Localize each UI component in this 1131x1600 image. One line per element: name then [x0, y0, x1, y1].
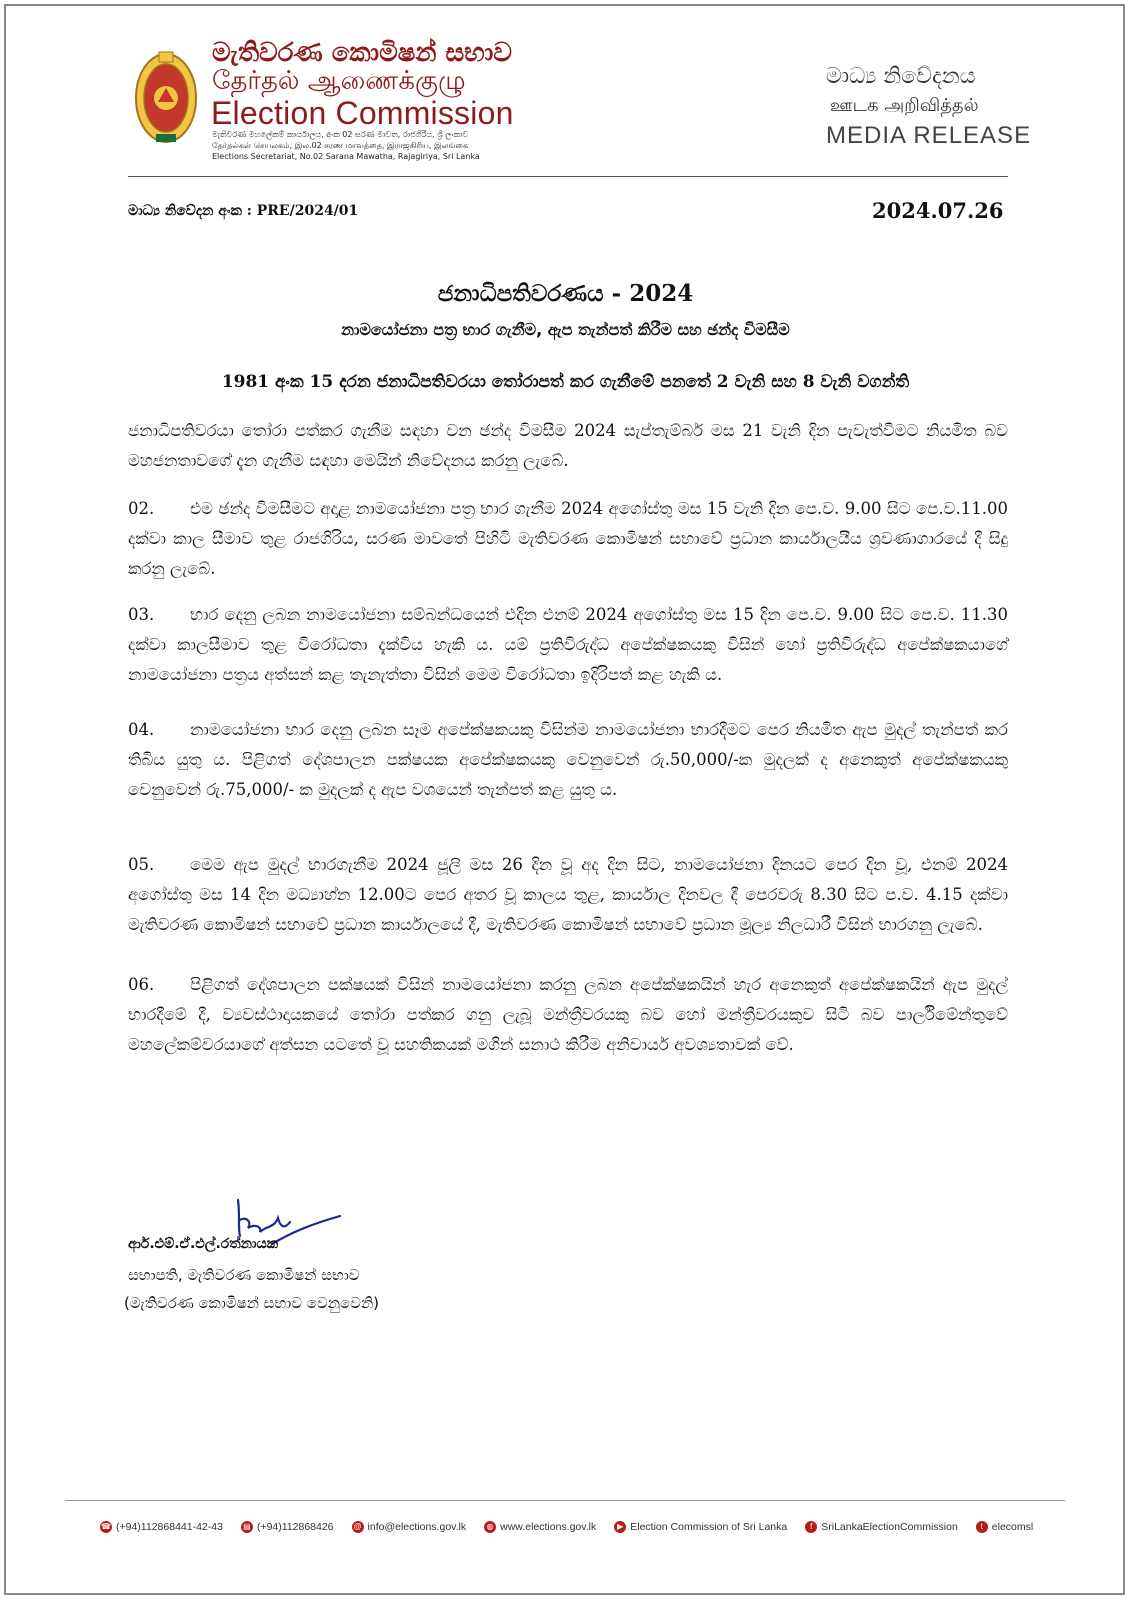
- paragraph-text: පිළිගත් දේශපාලන පක්ෂයක් විසින් නාමයෝජනා කරනු ලබන අපේක්ෂකයින් හැර අනෙකුත් අපේක්ෂකයින් ඇප මුදල් භාරදීමේ දී, ව්‍යවස්ථාදායකයේ තෝරා පත්කර ගනු ලැබූ මන්ත්‍රීවරයකු බව හෝ මන්ත්‍රීවරයකුව සිටි බව පාර්ලිමේන්තුවේ මහලේකම්වරයාගේ අත්සන යටතේ වූ සහතිකයක් මගින් සනාථ කිරීම අනිවාර්ය අවශ්‍යතාවක් වේ.: [128, 975, 1008, 1054]
- email-text[interactable]: info@elections.gov.lk: [367, 1521, 467, 1533]
- globe-icon: ◍: [484, 1521, 496, 1533]
- paragraph-text: භාර දෙනු ලබන නාමයෝජනා සම්බන්ධයෙන් එදින එනම් 2024 අගෝස්තු මස 15 දින පෙ.ව. 9.00 සිට පෙ.ව. 11.30 දක්වා කාලසීමාව තුළ විරෝධතා දැක්විය හැකි ය. යම් ප්‍රතිවිරුද්ධ අපේක්ෂකයකු විසින් හෝ ප්‍රතිවිරුද්ධ අපේක්ෂකයාගේ නාමයෝජනා පත්‍රය අත්සන් කළ තැනැත්තා විසින් මෙම විරෝධතා ඉදිරිපත් කළ හැකි ය.: [128, 605, 1008, 684]
- twitter-icon: t: [976, 1521, 988, 1533]
- footer-email[interactable]: [352, 1521, 467, 1533]
- reference-number: මාධ්‍ය නිවේදන අංක : PRE/2024/01: [128, 203, 359, 219]
- paragraph-06: [128, 970, 1008, 1060]
- paragraph-text: එම ඡන්ද විමසීමට අදාළ නාමයෝජනා පත්‍ර භාර ගැනීම 2024 අගෝස්තු මස 15 වැනි දින පෙ.ව. 9.00 සිට පෙ.ව.11.00 දක්වා කාල සීමාව තුළ රාජගිරිය, සරණ මාවතේ පිහිටි මැතිවරණ කොමිෂන් සභාවේ ප්‍රධාන කාර්යාලයීය ශ්‍රවණාගාරයේ දී සිදු කරනු ලැබේ.: [128, 499, 1008, 578]
- org-name-sinhala: මැතිවරණ කොමිෂන් සභාව: [212, 38, 512, 68]
- address-tamil: தேர்தல்கள் செயலகம், இல.02 சரண மாவத்தை, இராஜகிரிய, இலங்கை: [212, 141, 469, 150]
- act-reference: 1981 අංක 15 දරන ජනාධිපතිවරයා තෝරාපත් කර ගැනීමේ පනතේ 2 වැනි සහ 8 වැනි වගන්ති: [221, 372, 910, 392]
- paragraph-04: [128, 715, 1008, 805]
- footer-website[interactable]: [484, 1521, 596, 1533]
- org-name-english: Election Commission: [211, 95, 514, 131]
- youtube-icon: ▶: [614, 1521, 626, 1533]
- fax-text: (+94)112868426: [256, 1521, 334, 1533]
- media-release-english: MEDIA RELEASE: [826, 122, 1032, 149]
- paragraph-03: [128, 600, 1008, 690]
- header-divider: [128, 176, 1008, 177]
- footer-twitter[interactable]: [976, 1521, 1033, 1533]
- footer-contacts: [100, 1521, 1060, 1533]
- sri-lanka-emblem-icon: [132, 46, 200, 146]
- address-english: Elections Secretariat, No.02 Sarana Mawatha, Rajagiriya, Sri Lanka: [212, 152, 480, 161]
- paragraph-number: 03.: [128, 605, 155, 624]
- paragraph-02: [128, 494, 1008, 584]
- media-release-sinhala: මාධ්‍ය නිවේදනය: [826, 64, 976, 89]
- signatory-name: ආර්.එම්.ඒ.එල්.රත්නායක: [128, 1236, 279, 1252]
- signatory-on-behalf: (මැතිවරණ කොමිෂන් සභාව වෙනුවෙනි): [124, 1294, 379, 1312]
- twitter-text[interactable]: elecomsl: [991, 1521, 1034, 1533]
- org-text: Election Commission of Sri Lanka: [630, 1521, 788, 1533]
- paragraph-text: නාමයෝජනා භාර දෙනු ලබන සෑම අපේක්ෂකයකු විසින්ම නාමයෝජනා භාරදීමට පෙර නියමිත ඇප මුදල් තැන්පත් කර තිබිය යුතු ය. පිළිගත් දේශපාලන පක්ෂයක අපේක්ෂකයකු වෙනුවෙන් රු.50,000/-ක මුදලක් ද අනෙකුත් අපේක්ෂකයකු වෙනුවෙන් රු.75,000/- ක මුදලක් ද ඇප වශයෙන් තැන්පත් කළ යුතු ය.: [128, 720, 1008, 799]
- paragraph-intro: [128, 416, 1008, 476]
- paragraph-text: ජනාධිපතිවරයා තෝරා පත්කර ගැනීම සඳහා වන ඡන්ද විමසීම 2024 සැප්තැම්බර් මස 21 වැනි දින පැවැත්වීමට නියමිත බව මහජනතාවගේ දැන ගැනීම සඳහා මෙයින් නිවේදනය කරනු ලැබේ.: [128, 421, 1008, 470]
- paragraph-text: මෙම ඇප මුදල් භාරගැනීම 2024 ජූලි මස 26 දින වූ අද දින සිට, නාමයෝජනා දිනයට පෙර දින වූ, එනම් 2024 අගෝස්තු මස 14 දින මධ්‍යාහ්න 12.00ට පෙර අතර වූ කාලය තුළ, කාර්යාල දිනවල දී පෙරවරු 8.30 සිට ප.ව. 4.15 දක්වා මැතිවරණ කොමිෂන් සභාවේ ප්‍රධාන කාර්යාලයේ දී, මැතිවරණ කොමිෂන් සභාවේ ප්‍රධාන මූල්‍ය නිලධාරී විසින් භාරගනු ලැබේ.: [128, 855, 1008, 934]
- subtitle: නාමයෝජනා පත්‍ර භාර ගැනීම, ඇප තැන්පත් කිරීම සහ ඡන්ද විමසීම: [341, 320, 790, 339]
- email-icon: @: [353, 1522, 362, 1531]
- website-text[interactable]: www.elections.gov.lk: [500, 1521, 597, 1533]
- footer-facebook[interactable]: [805, 1521, 958, 1533]
- footer-org: [614, 1521, 787, 1533]
- paragraph-number: 02.: [128, 499, 155, 518]
- phone-text: (+94)112868441-42-43: [116, 1521, 223, 1533]
- paragraph-number: 06.: [128, 975, 155, 994]
- address-sinhala: මැතිවරණ මහලේකම් කාර්යාලය, අංක 02 සරණ මාවත, රාජගිරිය, ශ්‍රී ලංකාව: [212, 130, 469, 139]
- paragraph-number: 05.: [128, 855, 155, 874]
- signatory-title: සභාපති, මැතිවරණ කොමිෂන් සභාව: [128, 1266, 360, 1284]
- facebook-icon: f: [805, 1521, 817, 1533]
- release-date: 2024.07.26: [872, 198, 1004, 223]
- paragraph-number: 04.: [128, 720, 155, 739]
- footer-divider: [65, 1500, 1065, 1501]
- fax-icon: ▤: [241, 1521, 253, 1533]
- media-release-tamil: ஊடக அறிவித்தல்: [830, 95, 979, 116]
- phone-icon: ☎: [101, 1522, 111, 1531]
- org-name-tamil: தேர்தல் ஆணைக்குழு: [212, 66, 466, 96]
- footer-phone: [100, 1521, 223, 1533]
- paragraph-05: [128, 850, 1008, 940]
- main-title: ජනාධිපතිවරණය - 2024: [437, 280, 694, 307]
- facebook-text[interactable]: SriLankaElectionCommission: [821, 1521, 958, 1533]
- footer-fax: [241, 1521, 334, 1533]
